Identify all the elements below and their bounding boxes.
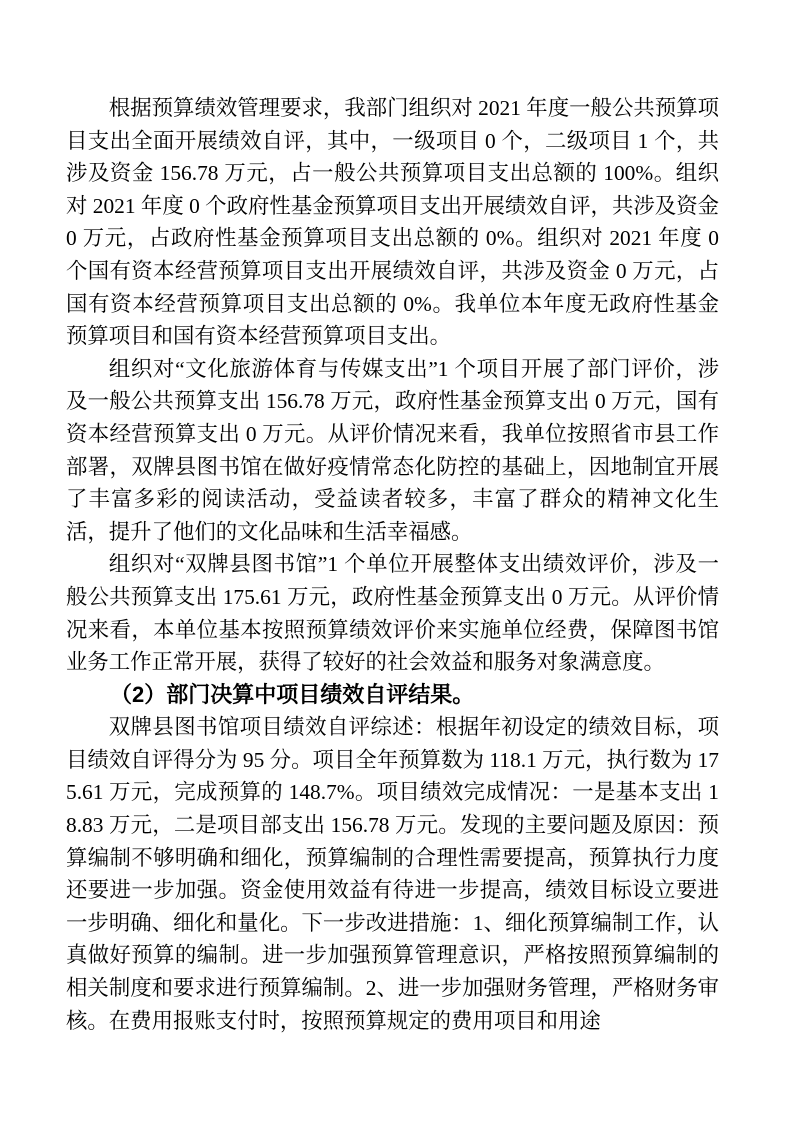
section-heading-project-performance-self-evaluation: （2）部门决算中项目绩效自评结果。 (110, 681, 475, 707)
paragraph-department-evaluation: 组织对“文化旅游体育与传媒支出”1 个项目开展了部门评价，涉及一般公共预算支出 156.78 万元，政府性基金预算支出 0 万元，国有资本经营预算支出 0 万元。从评价情况来看，我单位按照省市县工作部署，双牌县图书馆在做好疫情常态化防控的基础上，因地制宜开展了丰富多彩的阅读活动，受益读者较多，丰富了群众的精神文化生活，提升了他们的文化品味和生活幸福感。 (66, 356, 719, 544)
paragraph-project-self-evaluation-summary: 双牌县图书馆项目绩效自评综述：根据年初设定的绩效目标，项目绩效自评得分为 95 分。项目全年预算数为 118.1 万元，执行数为 175.61 万元，完成预算的 148.7%。项目绩效完成情况：一是基本支出 18.83 万元，二是项目部支出 156.78 万元。发现的主要问题及原因：预算编制不够明确和细化，预算编制的合理性需要提高，预算执行力度还要进一步加强。资金使用效益有待进一步提高，绩效目标设立要进一步明确、细化和量化。下一步改进措施：1、细化预算编制工作，认真做好预算的编制。进一步加强预算管理意识，严格按照预算编制的相关制度和要求进行预算编制。2、进一步加强财务管理，严格财务审核。在费用报账支付时，按照预算规定的费用项目和用途 (66, 715, 719, 1033)
paragraph-unit-overall-expenditure-evaluation: 组织对“双牌县图书馆”1 个单位开展整体支出绩效评价，涉及一般公共预算支出 175.61 万元，政府性基金预算支出 0 万元。从评价情况来看，本单位基本按照预算绩效评价来实施单位经费，保障图书馆业务工作正常开展，获得了较好的社会效益和服务对象满意度。 (66, 552, 719, 675)
paragraph-overall-self-evaluation: 根据预算绩效管理要求，我部门组织对 2021 年度一般公共预算项目支出全面开展绩效自评，其中，一级项目 0 个，二级项目 1 个，共涉及资金 156.78 万元，占一般公共预算项目支出总额的 100%。组织对 2021 年度 0 个政府性基金预算项目支出开展绩效自评，共涉及资金 0 万元，占政府性基金预算项目支出总额的 0%。组织对 2021 年度 0 个国有资本经营预算项目支出开展绩效自评，共涉及资金 0 万元，占国有资本经营预算项目支出总额的 0%。我单位本年度无政府性基金预算项目和国有资本经营预算项目支出。 (66, 96, 719, 349)
